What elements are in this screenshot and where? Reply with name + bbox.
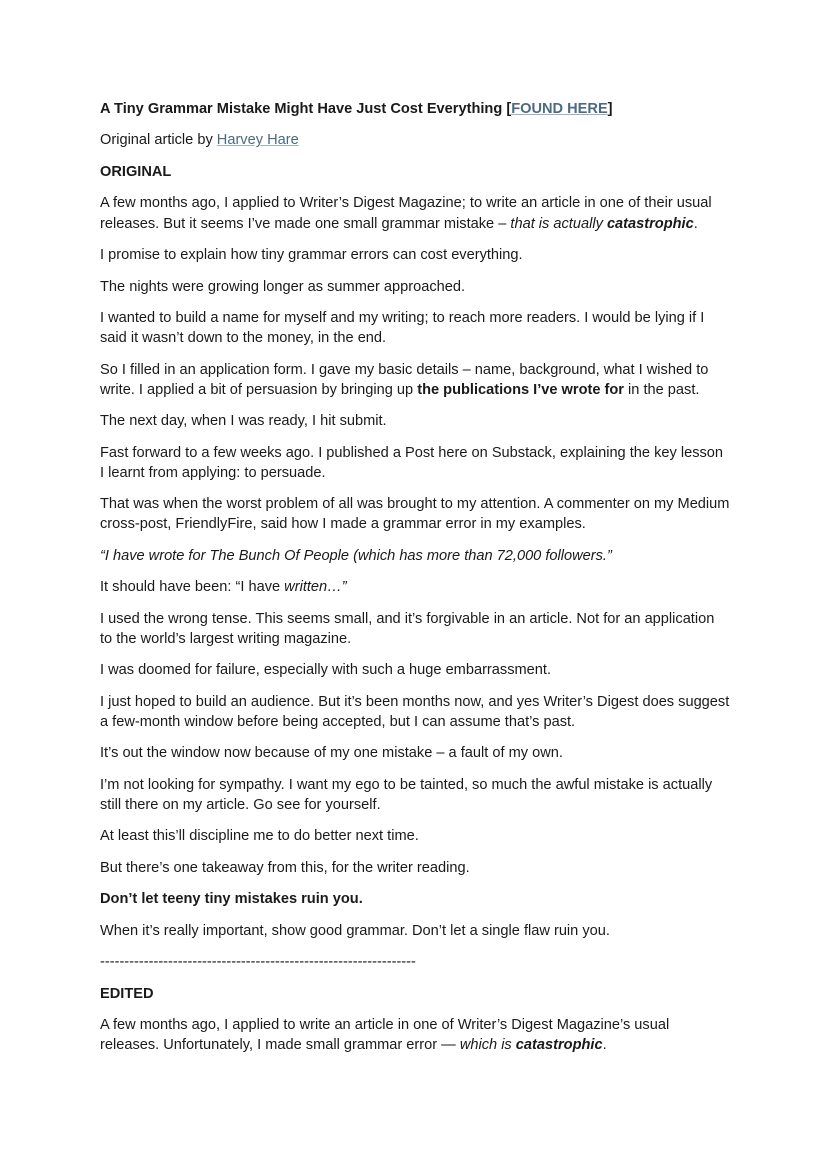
paragraph-20 xyxy=(100,1015,730,1055)
paragraph-1-italic: that is actually xyxy=(510,215,607,232)
quote-paragraph: “I have wrote for The Bunch Of People (which has more than 72,000 followers.” xyxy=(100,547,612,564)
paragraph-20-emphasis: catastrophic xyxy=(515,1037,603,1054)
paragraph-7: Fast forward to a few weeks ago. I published a Post here on Substack, explaining the key lesson I learnt from applying: to persuade. xyxy=(100,444,724,481)
paragraph-5 xyxy=(100,360,730,400)
paragraph-4: I wanted to build a name for myself and my writing; to reach more readers. I would be lying if I said it wasn’t down to the money, in the end. xyxy=(100,310,705,347)
paragraph-19: When it’s really important, show good grammar. Don’t let a single flaw ruin you. xyxy=(100,922,610,939)
byline-prefix: Original article by xyxy=(100,132,217,149)
paragraph-8: That was when the worst problem of all was brought to my attention. A commenter on my Medium cross-post, FriendlyFire, said how I made a grammar error in my examples. xyxy=(100,496,730,533)
paragraph-12: I was doomed for failure, especially with such a huge embarrassment. xyxy=(100,662,552,679)
paragraph-15: I’m not looking for sympathy. I want my ego to be tainted, so much the awful mistake is actually still there on my article. Go see for yourself. xyxy=(100,776,713,813)
paragraph-20-text: A few months ago, I applied to write an article in one of Writer’s Digest Magazine’s usual releases. Unfortunately, I made small grammar error — xyxy=(100,1017,670,1054)
paragraph-20-end: . xyxy=(602,1037,607,1054)
paragraph-20-italic: which is xyxy=(459,1037,516,1054)
paragraph-14: It’s out the window now because of my one mistake – a fault of my own. xyxy=(100,745,563,762)
takeaway-heading: Don’t let teeny tiny mistakes ruin you. xyxy=(100,891,363,908)
found-here-link[interactable]: FOUND HERE xyxy=(511,101,608,117)
paragraph-5-bold: the publications I’ve wrote for xyxy=(417,381,624,398)
paragraph-3: The nights were growing longer as summer approached. xyxy=(100,278,466,295)
paragraph-11: I used the wrong tense. This seems small, and it’s forgivable in an article. Not for an application to the world’s largest writing magazine. xyxy=(100,610,715,647)
byline xyxy=(100,130,730,150)
paragraph-10-italic: written…” xyxy=(284,579,347,596)
paragraph-17: But there’s one takeaway from this, for the writer reading. xyxy=(100,859,470,876)
edited-heading: EDITED xyxy=(100,985,154,1002)
paragraph-6: The next day, when I was ready, I hit submit. xyxy=(100,413,387,430)
paragraph-2: I promise to explain how tiny grammar errors can cost everything. xyxy=(100,247,523,264)
paragraph-1 xyxy=(100,193,730,233)
paragraph-1-text: A few months ago, I applied to Writer’s Digest Magazine; to write an article in one of their usual releases. But it seems I’ve made one small grammar mistake – xyxy=(100,195,712,232)
paragraph-5-end: in the past. xyxy=(623,381,700,398)
original-heading: ORIGINAL xyxy=(100,163,172,180)
paragraph-1-end: . xyxy=(693,215,698,232)
paragraph-13: I just hoped to build an audience. But it’s been months now, and yes Writer’s Digest does suggest a few-month window before being accepted, but I can assume that’s past. xyxy=(100,693,730,730)
title-text: A Tiny Grammar Mistake Might Have Just Cost Everything xyxy=(100,101,507,117)
paragraph-10 xyxy=(100,577,730,597)
paragraph-1-emphasis: catastrophic xyxy=(606,215,694,232)
separator-line: ----------------------------------------------------------------- xyxy=(100,954,416,971)
author-link[interactable]: Harvey Hare xyxy=(216,132,299,149)
title-bracket-close: ] xyxy=(607,101,613,117)
title-bracket-open: [ xyxy=(506,101,512,117)
document-page xyxy=(100,99,730,1067)
paragraph-10-text: It should have been: “I have xyxy=(100,579,285,596)
paragraph-5-text: So I filled in an application form. I gave my basic details – name, background, what I wished to write. I applied a bit of persuasion by bringing up xyxy=(100,361,709,398)
document-title xyxy=(100,99,730,119)
paragraph-16: At least this’ll discipline me to do better next time. xyxy=(100,828,419,845)
